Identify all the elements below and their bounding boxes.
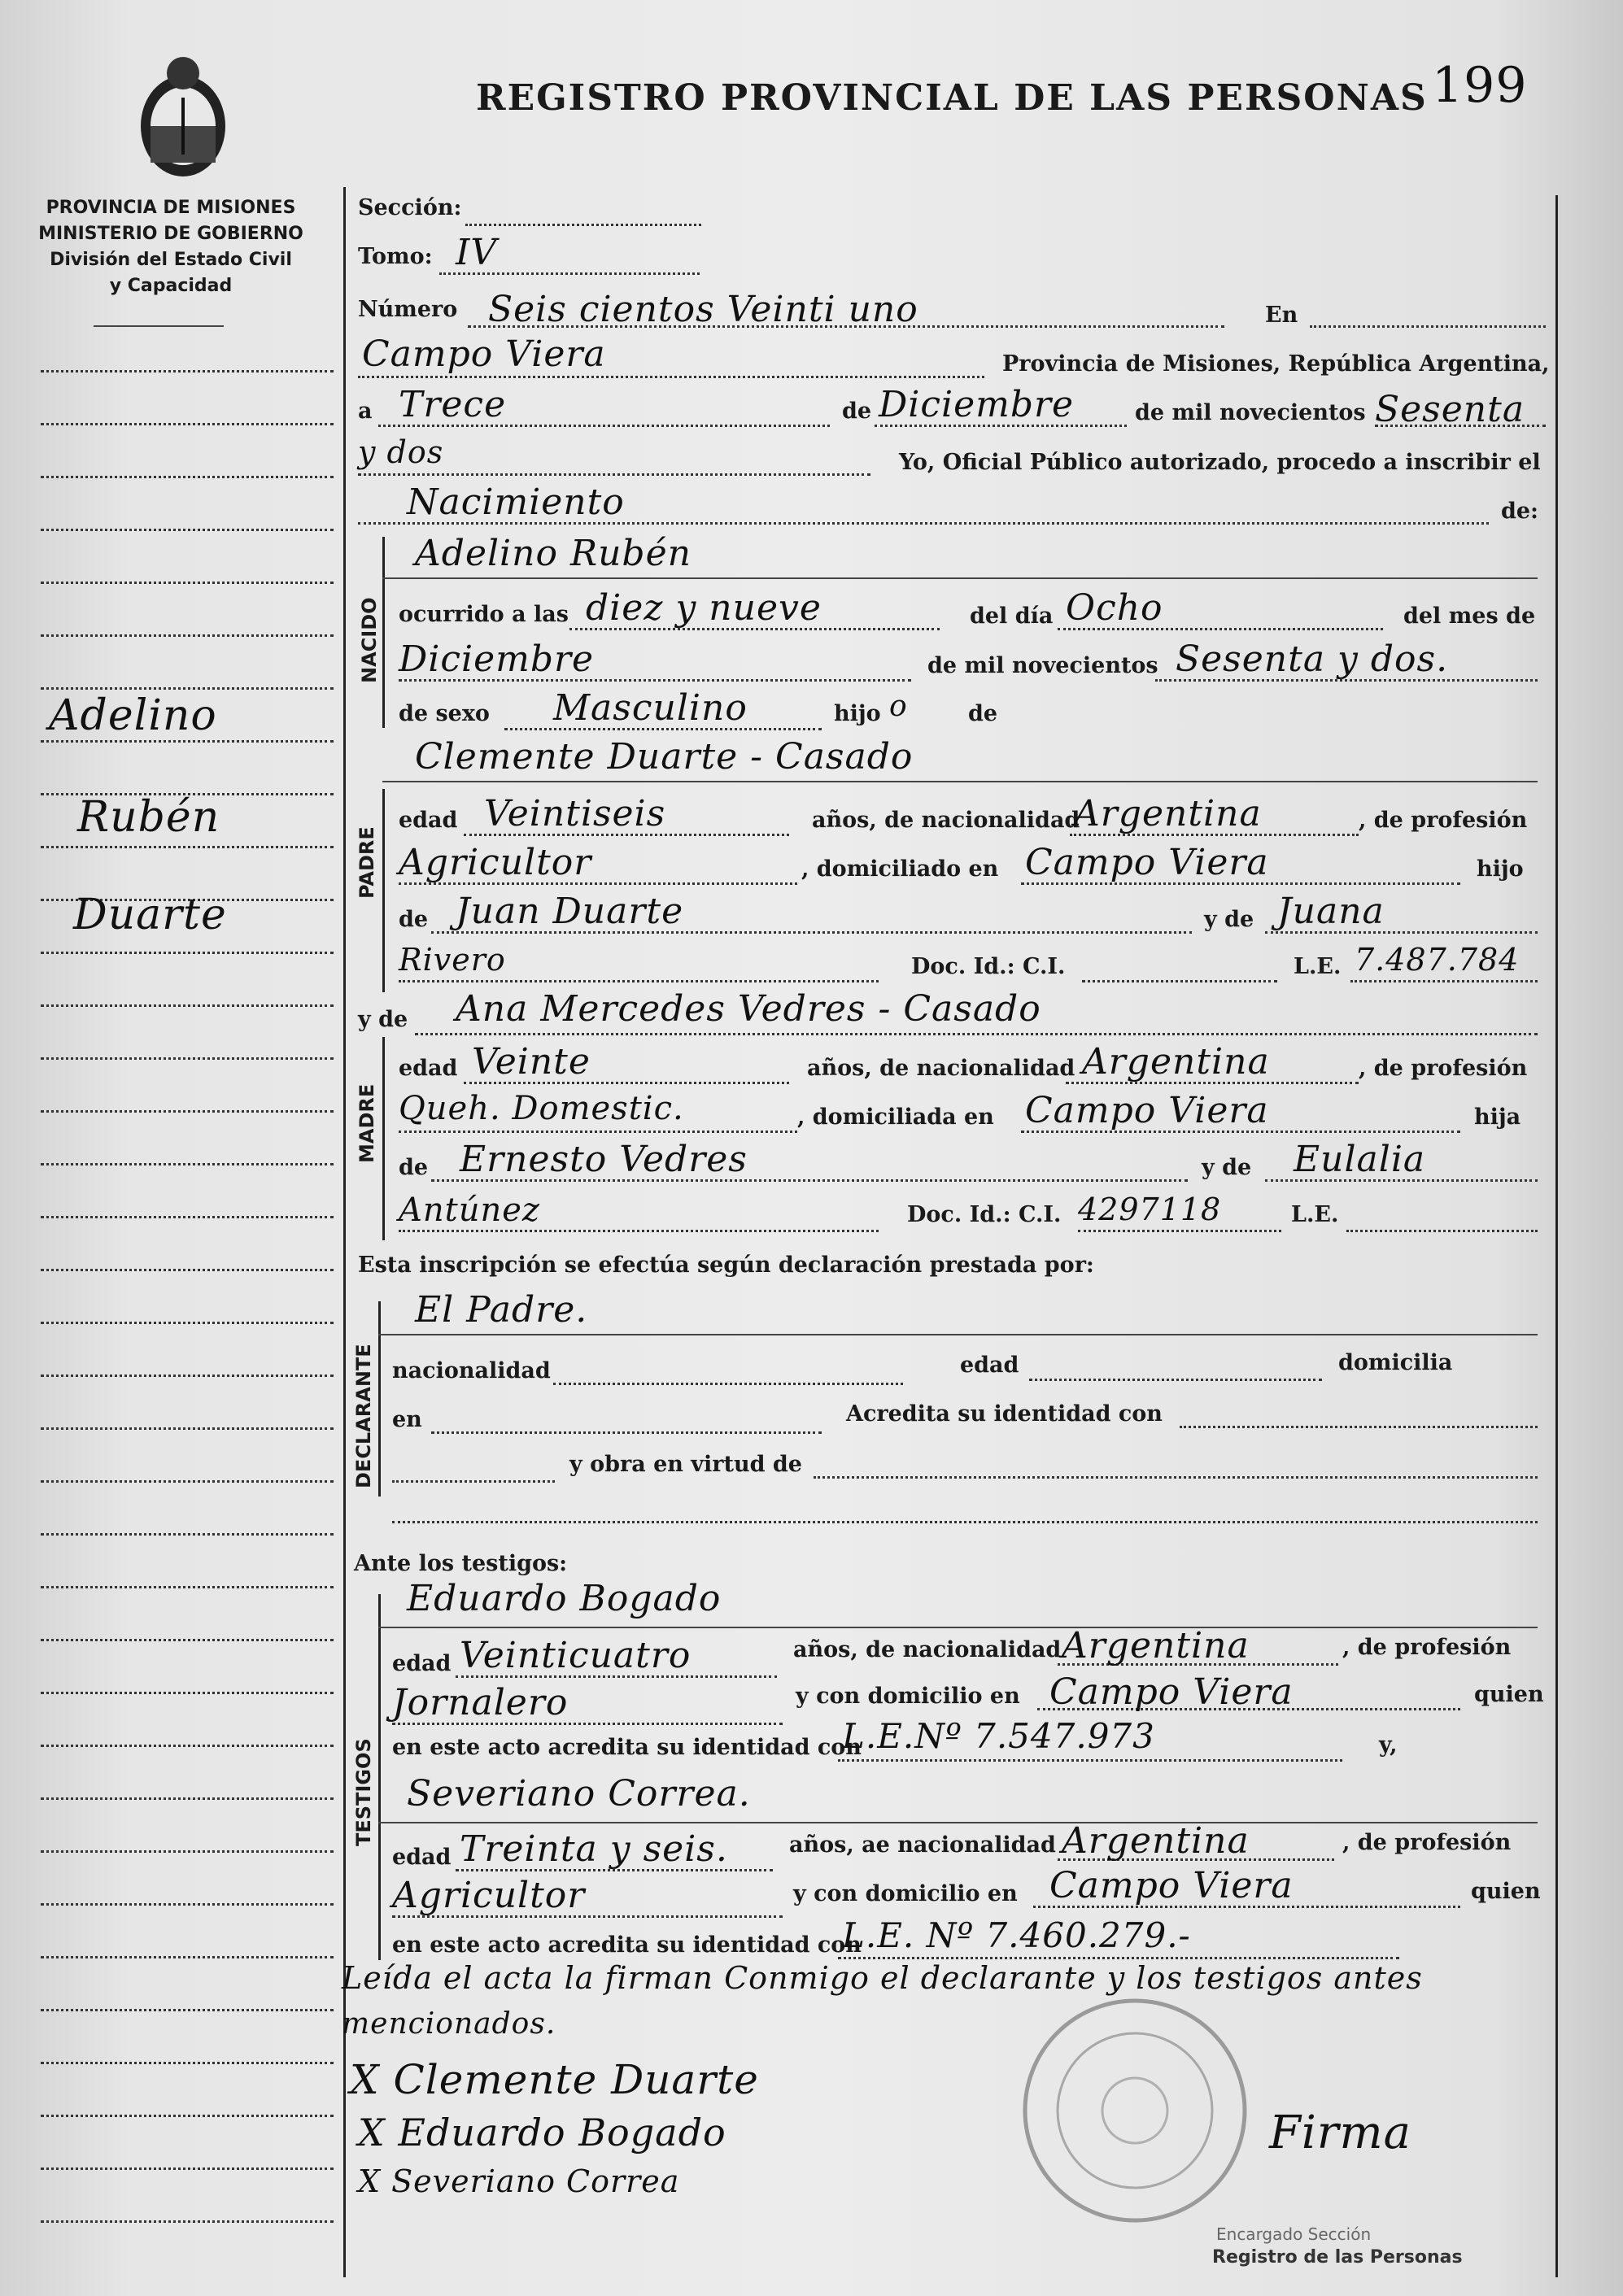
label-edad-padre: edad [399, 808, 458, 833]
label-y-de-madre-2: y de [1202, 1155, 1252, 1180]
value-mes-nac: Diciembre [399, 638, 595, 680]
label-de-mil-nac: de mil novecientos [927, 653, 1158, 678]
label-anos-nac-t2: años, ae nacionalidad [789, 1832, 1056, 1858]
value-anio-1: Sesenta [1375, 389, 1525, 430]
value-madre-madre: Eulalia [1294, 1139, 1426, 1180]
signature-2: X Eduardo Bogado [358, 2111, 726, 2154]
label-de-mil: de mil novecientos [1135, 400, 1366, 425]
page-number: 199 [1432, 57, 1528, 114]
label-doc-id-madre: Doc. Id.: C.I. [907, 1202, 1062, 1227]
section-label-madre: MADRE [356, 1083, 378, 1163]
value-t1-edad: Veinticuatro [460, 1635, 692, 1676]
value-padre-madre: Juana [1277, 891, 1385, 932]
label-obra: y obra en virtud de [569, 1452, 802, 1477]
label-hijo-padre: hijo [1477, 856, 1524, 882]
label-doc-id-padre: Doc. Id.: C.I. [911, 954, 1066, 979]
value-t2-dom: Campo Viera [1049, 1865, 1294, 1906]
value-madre-edad: Veinte [472, 1041, 591, 1083]
value-t1-dom: Campo Viera [1049, 1671, 1294, 1713]
label-en: En [1265, 303, 1298, 328]
section-label-padre: PADRE [356, 826, 378, 899]
main-right-border [1555, 195, 1558, 2277]
label-domiciliada: , domiciliada en [797, 1104, 994, 1130]
label-de-colon: de: [1501, 499, 1539, 524]
value-t2-nac: Argentina [1062, 1820, 1250, 1862]
label-de-dia: de [842, 399, 872, 424]
value-madre-padre: Ernesto Vedres [460, 1139, 748, 1180]
seal-caption-1: Registro de las Personas [1212, 2247, 1463, 2268]
value-madre-ci: 4297118 [1078, 1192, 1222, 1227]
value-padre-le: 7.487.784 [1355, 942, 1520, 978]
value-madre-dom: Campo Viera [1025, 1090, 1269, 1131]
value-t2-edad: Treinta y seis. [460, 1828, 728, 1870]
label-anos-nac-madre: años, de nacionalidad [807, 1056, 1075, 1081]
label-profesion-madre: , de profesión [1359, 1056, 1528, 1081]
label-ocurrido: ocurrido a las [399, 602, 569, 627]
value-padre-padre: Juan Duarte [456, 891, 684, 932]
label-de-hijo: de [968, 701, 998, 726]
value-mes: Diciembre [879, 384, 1075, 425]
label-quien-t1: quien [1474, 1682, 1544, 1707]
document-title: REGISTRO PROVINCIAL DE LAS PERSONAS [476, 77, 1428, 119]
label-hijo: hijo [834, 701, 881, 726]
value-t1-doc: L.E.Nº 7.547.973 [842, 1716, 1155, 1756]
signature-3: X Severiano Correa [358, 2163, 680, 2199]
label-de-sexo: de sexo [399, 701, 490, 726]
label-anos-nac-t1: años, de nacionalidad [793, 1637, 1062, 1662]
value-acto: Nacimiento [407, 481, 625, 523]
issuer-block [33, 195, 309, 299]
label-quien-t2: quien [1471, 1879, 1541, 1904]
declarante-bracket [378, 1301, 381, 1497]
label-acredita: Acredita su identidad con [846, 1401, 1163, 1427]
value-declarante: El Padre. [415, 1289, 588, 1331]
label-declaracion: Esta inscripción se efectúa según declaración prestada por: [358, 1253, 1094, 1278]
label-de-madre-padre: de [399, 1155, 429, 1180]
label-con-domicilio-t1: y con domicilio en [796, 1684, 1020, 1709]
label-a: a [358, 399, 373, 424]
value-hijo-suffix: o [889, 690, 908, 723]
label-profesion-t1: , de profesión [1342, 1635, 1512, 1660]
label-edad-t2: edad [392, 1845, 452, 1870]
label-edad-madre: edad [399, 1056, 458, 1081]
testigos-bracket [378, 1594, 381, 1960]
label-acredita-t2: en este acto acredita su identidad con [392, 1932, 862, 1958]
argentina-coat-of-arms-icon [130, 49, 236, 187]
official-seal-icon [1017, 1993, 1253, 2228]
label-con-domicilio-t2: y con domicilio en [793, 1881, 1018, 1906]
label-le-padre: L.E. [1294, 954, 1342, 979]
value-testigo1: Eduardo Bogado [407, 1578, 722, 1619]
label-y-de-padre: y de [1204, 907, 1254, 932]
issuer-province: PROVINCIA DE MISIONES [46, 198, 296, 218]
section-label-nacido: NACIDO [358, 597, 381, 683]
value-sexo: Masculino [553, 687, 748, 729]
label-hija: hija [1474, 1104, 1521, 1130]
value-padre-prof: Agricultor [399, 842, 592, 883]
value-padre-nombre: Clemente Duarte - Casado [415, 736, 914, 778]
value-lugar: Campo Viera [362, 333, 606, 375]
value-madre-prof: Queh. Domestic. [399, 1090, 684, 1127]
label-anos-nac-padre: años, de nacionalidad [812, 808, 1080, 833]
label-seccion: Sección: [358, 195, 462, 220]
value-padre-edad: Veintiseis [484, 793, 666, 834]
label-y-comma: y, [1379, 1732, 1398, 1758]
label-en-declarante: en [392, 1407, 422, 1432]
margin-name-1: Adelino [49, 691, 217, 740]
value-madre-nac: Argentina [1082, 1041, 1270, 1083]
closing-line-2: mencionados. [342, 2007, 556, 2041]
label-del-mes: del mes de [1403, 603, 1536, 629]
issuer-ministry: MINISTERIO DE GOBIERNO [38, 224, 303, 244]
value-madre-madre-ap: Antúnez [399, 1192, 540, 1229]
label-tomo: Tomo: [358, 244, 433, 269]
label-numero: Número [358, 297, 458, 322]
label-domiciliado: , domiciliado en [801, 856, 999, 882]
section-label-testigos: TESTIGOS [352, 1738, 375, 1846]
value-t2-prof: Agricultor [392, 1875, 586, 1916]
value-padre-madre-ap: Rivero [399, 942, 506, 978]
section-label-declarante: DECLARANTE [352, 1344, 375, 1488]
value-dia-nac: Ocho [1066, 587, 1163, 629]
value-t1-prof: Jornalero [392, 1682, 569, 1723]
value-tomo: IV [456, 232, 498, 273]
issuer-division-2: y Capacidad [109, 276, 233, 296]
label-acredita-t1: en este acto acredita su identidad con [392, 1735, 862, 1760]
padre-bracket [382, 789, 385, 992]
value-anio-nac: Sesenta y dos. [1176, 638, 1449, 680]
label-y-de-madre: y de [358, 1007, 408, 1032]
label-yo: Yo, Oficial Público autorizado, procedo a inscribir el [899, 450, 1541, 475]
label-nacionalidad: nacionalidad [392, 1358, 551, 1383]
label-domicilia: domicilia [1338, 1350, 1453, 1375]
margin-name-2: Rubén [77, 793, 220, 842]
label-de-padre-padre: de [399, 907, 429, 932]
label-del-dia: del día [970, 603, 1054, 629]
value-padre-nac: Argentina [1074, 793, 1262, 834]
label-le-madre: L.E. [1291, 1202, 1339, 1227]
issuer-division: División del Estado Civil [50, 250, 292, 270]
value-nombre: Adelino Rubén [415, 533, 692, 574]
margin-name-3: Duarte [73, 891, 227, 939]
value-numero: Seis cientos Veinti uno [488, 289, 918, 330]
nacido-bracket [382, 537, 385, 728]
official-signature: Firma [1269, 2106, 1412, 2159]
signature-1: X Clemente Duarte [350, 2056, 759, 2103]
value-testigo2: Severiano Correa. [407, 1773, 751, 1815]
label-edad-t1: edad [392, 1651, 452, 1676]
value-t2-doc: L.E. Nº 7.460.279.- [842, 1915, 1191, 1955]
closing-line-1: Leída el acta la firman Conmigo el declarante y los testigos antes [342, 1960, 1423, 1996]
value-madre-nombre: Ana Mercedes Vedres - Casado [456, 988, 1041, 1030]
value-padre-dom: Campo Viera [1025, 842, 1269, 883]
seal-caption-2: Encargado Sección [1216, 2224, 1372, 2244]
value-hora: diez y nueve [586, 587, 822, 629]
label-provincia: Provincia de Misiones, República Argentina, [1002, 351, 1550, 377]
label-profesion-t2: , de profesión [1342, 1830, 1512, 1855]
label-profesion-padre: , de profesión [1359, 808, 1528, 833]
value-t1-nac: Argentina [1062, 1625, 1250, 1666]
label-testigos: Ante los testigos: [354, 1551, 568, 1576]
label-edad-declarante: edad [960, 1353, 1019, 1378]
value-dia: Trece [399, 384, 507, 425]
madre-bracket [382, 1037, 385, 1240]
value-anio-2: y dos [358, 434, 444, 470]
